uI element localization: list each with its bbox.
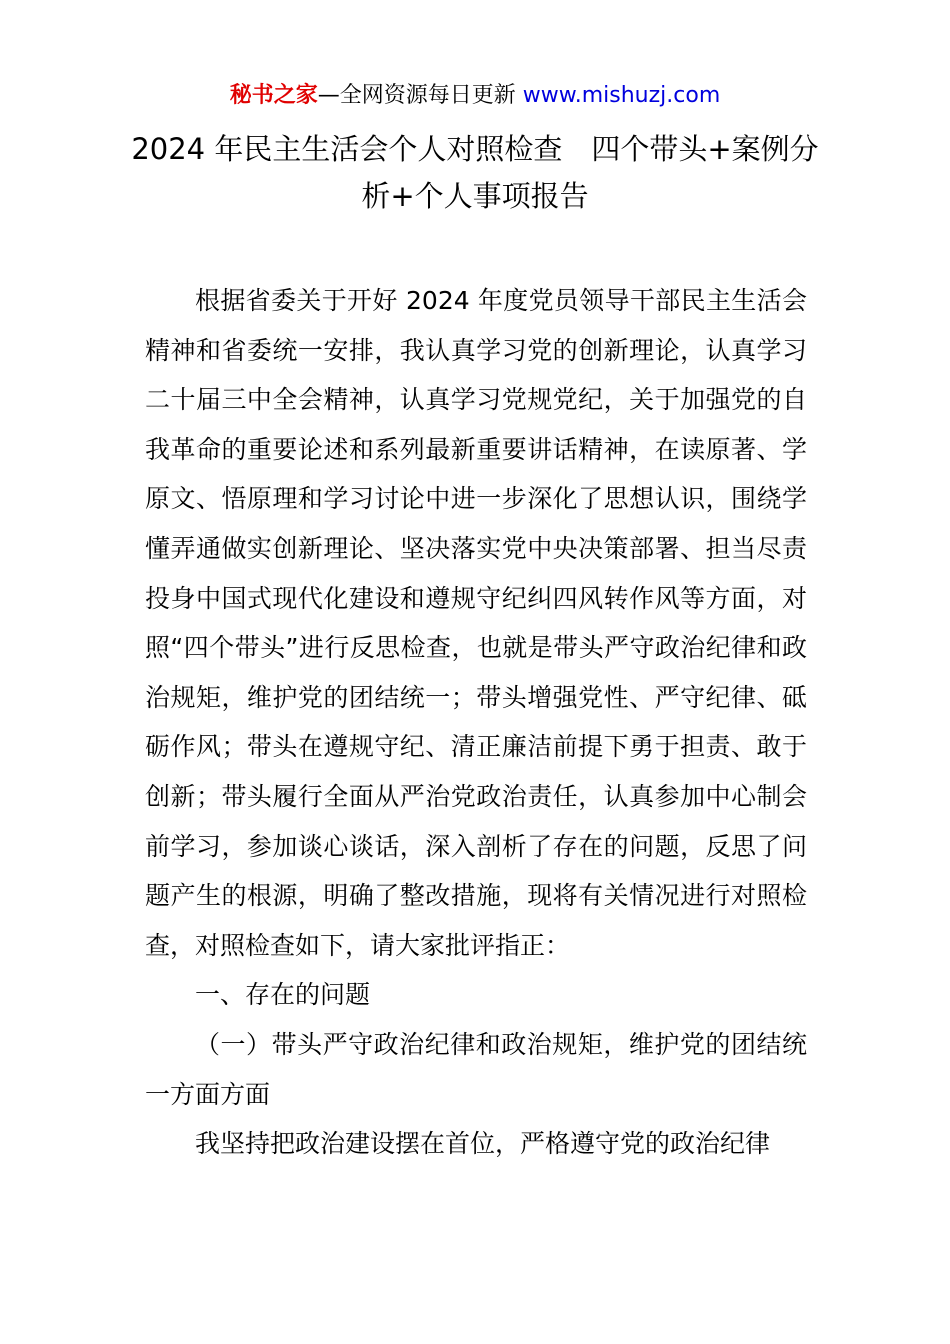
subsection-paragraph: 我坚持把政治建设摆在首位，严格遵守党的政治纪律	[195, 1129, 771, 1159]
document-body	[145, 276, 807, 1169]
intro-paragraph: 根据省委关于开好 2024 年度党员领导干部民主生活会精神和省委统一安排，我认真学习党的创新理论，认真学习二十届三中全会精神，认真学习党规党纪，关于加强党的自我革命的重要论述和系列最新重要讲话精神，在读原著、学原文、悟原理和学习讨论中进一步深化了思想认识，围绕学懂弄通做实创新理论、坚决落实党中央决策部署、担当尽责投身中国式现代化建设和遵规守纪纠四风转作风等方面，对照“四个带头”进行反思检查，也就是带头严守政治纪律和政治规矩，维护党的团结统一；带头增强党性、严守纪律、砥砺作风；带头在遵规守纪、清正廉洁前提下勇于担责、敢于创新；带头履行全面从严治党政治责任，认真参加中心制会前学习，参加谈心谈话，深入剖析了存在的问题，反思了问题产生的根源，明确了整改措施，现将有关情况进行对照检查，对照检查如下，请大家批评指正：	[145, 286, 807, 960]
subsection-heading-political-discipline: （一）带头严守政治纪律和政治规矩，维护党的团结统一方面方面	[145, 1029, 807, 1109]
document-title: 2024 年民主生活会个人对照检查 四个带头+案例分析+个人事项报告	[131, 132, 819, 213]
site-brand: 秘书之家	[229, 83, 318, 108]
site-url-link[interactable]: www.mishuzj.com	[522, 83, 721, 108]
site-tagline: —全网资源每日更新	[317, 83, 523, 108]
section-heading-problems: 一、存在的问题	[195, 980, 371, 1010]
site-header	[0, 80, 950, 112]
